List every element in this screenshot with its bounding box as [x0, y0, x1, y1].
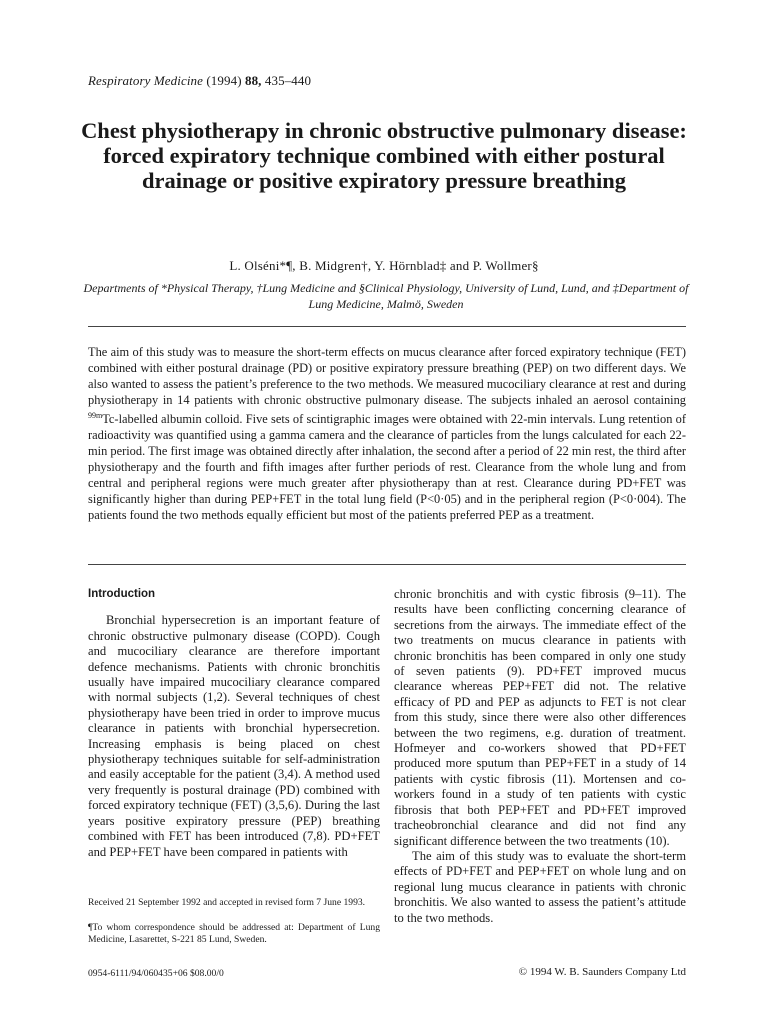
author-affiliations: Departments of *Physical Therapy, †Lung Medicine and §Clinical Physiology, University of Lund, Lund, and ‡Department of Lung Medicine, Malmö, Sweden: [83, 281, 689, 311]
received-footnote: Received 21 September 1992 and accepted in revised form 7 June 1993.: [88, 897, 366, 908]
intro-paragraph-2: The aim of this study was to evaluate the short-term effects of PD+FET and PEP+FET on whole lung and on regional lung mucus clearance in patients with chronic bronchitis. We also wanted to assess the patient’s attitude to the two methods.: [394, 848, 686, 925]
author-list: L. Olséni*¶, B. Midgren†, Y. Hörnblad‡ and P. Wollmer§: [229, 258, 539, 273]
journal-volume: 88,: [244, 73, 262, 88]
abstract: [88, 344, 686, 523]
section-heading-introduction: Introduction: [88, 588, 156, 600]
intro-paragraph-1: Bronchial hypersecretion is an important feature of chronic obstructive pulmonary disease (COPD). Cough and mucociliary clearance are therefore important defence mechanisms. Patients with chronic bronchitis usually have impaired mucociliary clearance compared with normal subjects (1,2). Several techniques of chest physiotherapy have been tried in order to improve mucus clearance in patients with bronchial hypersecretion. Increasing emphasis is being placed on chest physiotherapy techniques suitable for self-administration and easily acceptable for the patient (3,4). A method used very frequently is postural drainage (PD) combined with forced expiratory technique (FET) (3,5,6). During the last years positive expiratory pressure (PEP) breathing combined with FET has been introduced (7,8). PD+FET and PEP+FET have been compared in patients with: [88, 613, 380, 859]
journal-year: (1994): [206, 73, 242, 88]
article-title: Chest physiotherapy in chronic obstructive pulmonary disease: forced expiratory technique combined with either postural drainage or positive expiratory pressure breathing: [81, 118, 687, 193]
correspondence-footnote: ¶To whom correspondence should be addressed at: Department of Lung Medicine, Lasarettet, S-221 85 Lund, Sweden.: [88, 922, 380, 945]
abstract-text-part-1: The aim of this study was to measure the short-term effects on mucus clearance after forced expiratory technique (FET) combined with either postural drainage (PD) or positive expiratory pressure breathing (PEP) on two different days. We also wanted to assess the patient’s preference to the two methods. We measured mucociliary clearance at rest and during physiotherapy in 14 patients with chronic obstructive pulmonary disease. The subjects inhaled an aerosol containing: [88, 345, 686, 407]
abstract-text-part-2: Tc-labelled albumin colloid. Five sets of scintigraphic images were obtained with 22-min intervals. Lung retention of radioactivity was quantified using a gamma camera and the clearance of particles from the lungs calculated for each 22-min period. The first image was obtained directly after inhalation, the second after a period of 22 min rest, the third after physiotherapy and the fourth and fifth images after further periods of rest. Clearance from the whole lung and from central and peripheral regions were much greater after physiotherapy than at rest. Clearance during PD+FET was significantly higher than during PEP+FET in the total lung field (P<0·05) and in the peripheral region (P<0·004). The patients found the two methods equally efficient but most of the patients preferred PEP as a treatment.: [88, 412, 686, 523]
right-column: [394, 587, 686, 926]
intro-paragraph-1-continued: chronic bronchitis and with cystic fibrosis (9–11). The results have been conflicting concerning clearance of secretions from the airways. The immediate effect of the two treatments on mucus clearance in patients with chronic bronchitis has been compared in only one study of seven patients (9). PD+FET improved mucus clearance whereas PEP+FET did not. The relative efficacy of PD and PEP as adjuncts to FET is not clear from this study, since there were also other differences between the two regimens, e.g. duration of treatment. Hofmeyer and co-workers showed that PD+FET produced more sputum than PEP+FET in a study of 14 patients with cystic fibrosis (11). Mortensen and co-workers found in a study of ten patients with cystic fibrosis that both PEP+FET and PD+FET improved tracheobronchial clearance and did not find any significant difference between the two treatments (10).: [394, 587, 686, 848]
issn-line: 0954-6111/94/060435+06 $08.00/0: [88, 968, 224, 979]
copyright-line: © 1994 W. B. Saunders Company Ltd: [518, 966, 686, 978]
abstract-top-rule: [88, 326, 686, 327]
journal-citation: [88, 73, 311, 89]
journal-pages: 435–440: [264, 73, 312, 88]
isotope-superscript: 99m: [88, 411, 103, 420]
abstract-bottom-rule: [88, 564, 686, 565]
journal-name: Respiratory Medicine: [88, 73, 203, 88]
left-column: [88, 587, 380, 860]
